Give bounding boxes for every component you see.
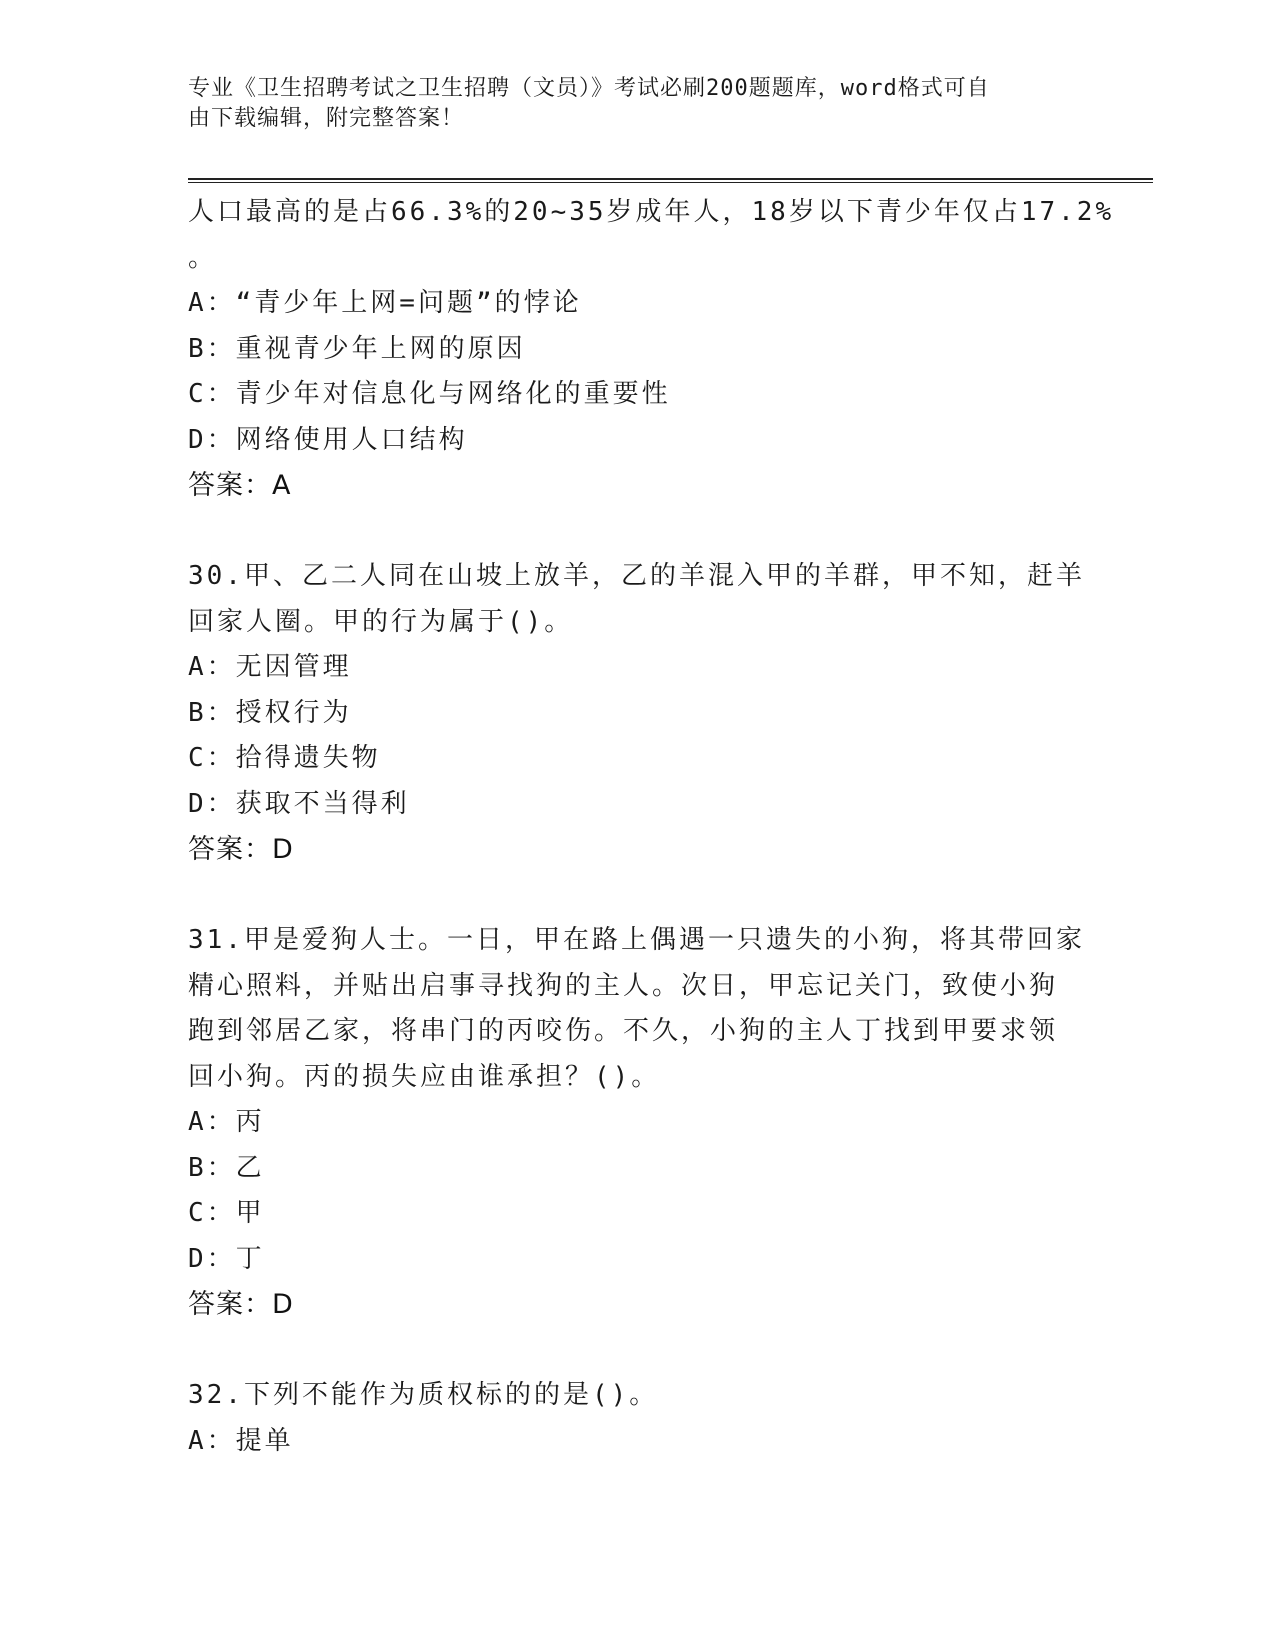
question-stem-line: 31.甲是爱狗人士。一日，甲在路上偶遇一只遗失的小狗，将其带回家: [188, 925, 1085, 955]
question-stem-line: 精心照料，并贴出启事寻找狗的主人。次日，甲忘记关门，致使小狗: [188, 970, 1059, 1001]
option-a: A：提单: [188, 1425, 294, 1456]
header-line-2: 由下载编辑，附完整答案！: [188, 106, 465, 131]
question-stem-line: 32.下列不能作为质权标的的是()。: [188, 1380, 659, 1410]
header-divider: [188, 178, 1153, 183]
spacer: [188, 509, 1088, 555]
option-d: D：获取不当得利: [188, 788, 410, 819]
answer-line: 答案：D: [188, 1289, 294, 1320]
document-header: [188, 74, 1068, 134]
question-29: [188, 190, 1115, 509]
question-list: [188, 190, 1115, 1464]
option-d: D：丁: [188, 1243, 265, 1274]
option-d: D：网络使用人口结构: [188, 424, 468, 455]
option-b: B：授权行为: [188, 697, 352, 728]
option-c: C：青少年对信息化与网络化的重要性: [188, 379, 671, 409]
spacer: [188, 1328, 1088, 1374]
option-b: B：乙: [188, 1152, 265, 1183]
question-stem-line: 回家人圈。甲的行为属于()。: [188, 606, 574, 637]
question-stem-line: 跑到邻居乙家，将串门的丙咬伤。不久，小狗的主人丁找到甲要求领: [188, 1016, 1059, 1046]
question-stem-line: 人口最高的是占66.3%的20~35岁成年人，18岁以下青少年仅占17.2%: [188, 197, 1115, 227]
header-line-1: 专业《卫生招聘考试之卫生招聘（文员）》考试必刷200题题库，word格式可自: [188, 76, 990, 101]
option-b: B：重视青少年上网的原因: [188, 333, 526, 364]
option-c: C：拾得遗失物: [188, 743, 381, 773]
answer-line: 答案：A: [188, 470, 292, 501]
option-c: C：甲: [188, 1198, 265, 1228]
spacer: [188, 873, 1088, 919]
question-stem-line: 30.甲、乙二人同在山坡上放羊，乙的羊混入甲的羊群，甲不知，赶羊: [188, 561, 1085, 591]
question-30: [188, 554, 1088, 873]
option-a: A：丙: [188, 1107, 265, 1137]
question-32: [188, 1373, 1088, 1464]
question-31: [188, 918, 1088, 1328]
option-a: A：无因管理: [188, 652, 352, 682]
answer-line: 答案：D: [188, 834, 294, 865]
question-stem-line: 。: [188, 242, 218, 273]
option-a: A：“青少年上网=问题”的悖论: [188, 288, 582, 318]
question-stem-line: 回小狗。丙的损失应由谁承担？()。: [188, 1061, 661, 1092]
